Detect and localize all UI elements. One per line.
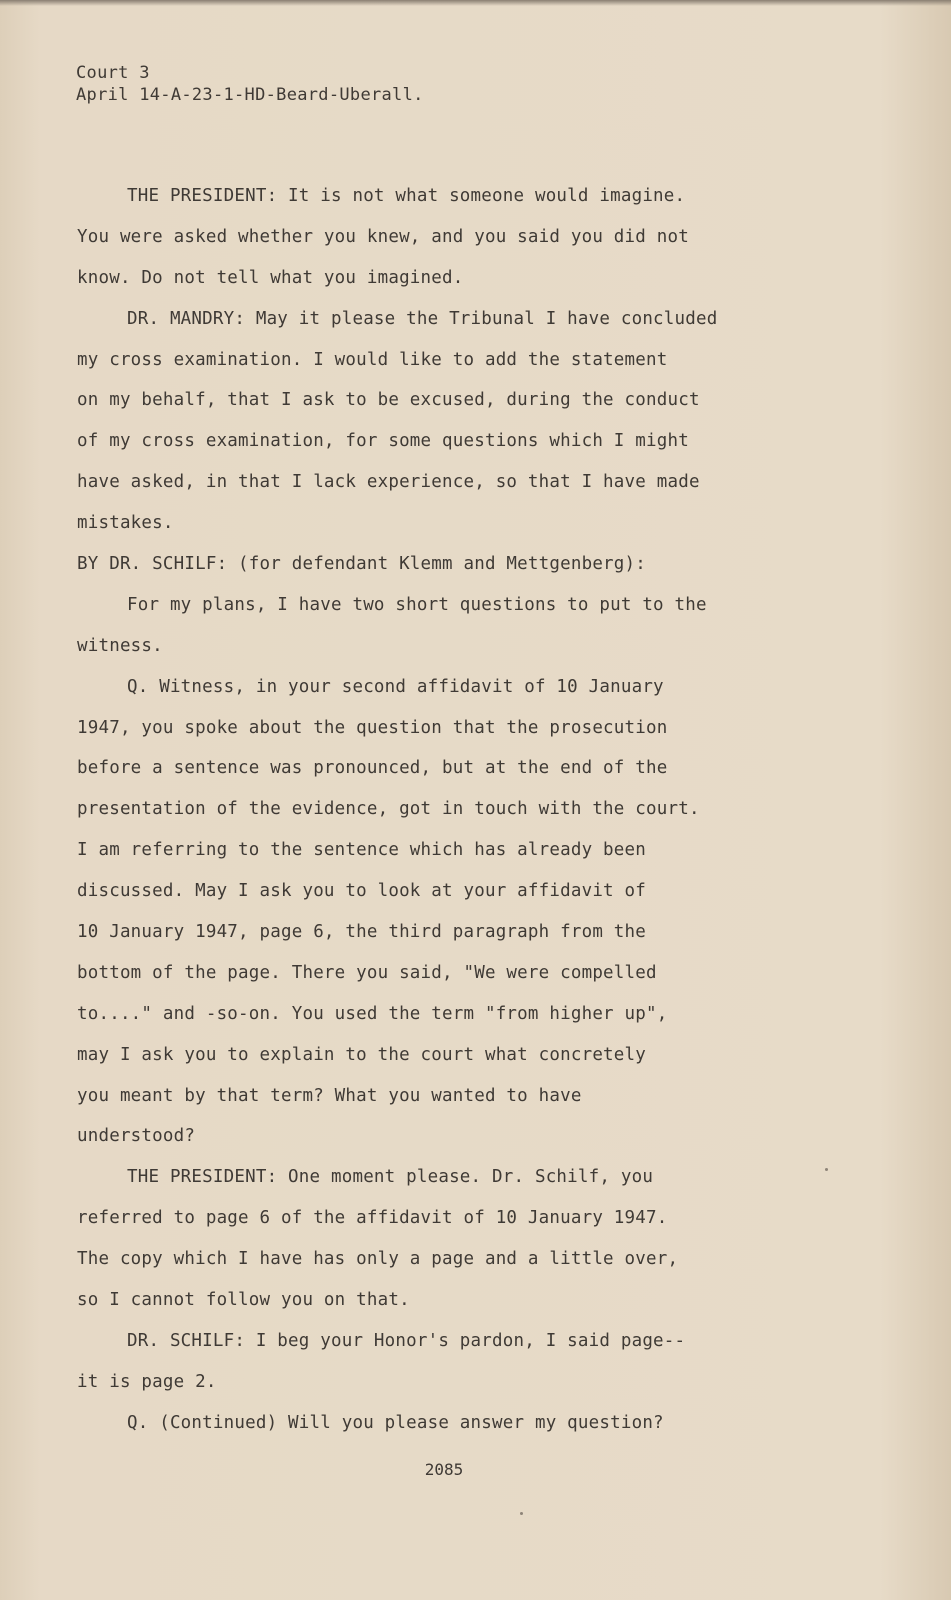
transcript-line: THE PRESIDENT: One moment please. Dr. Schilf, you [127,1167,654,1188]
transcript-line: so I cannot follow you on that. [77,1290,410,1311]
transcript-line: Q. Witness, in your second affidavit of 10 January [127,676,664,697]
page-top-edge [0,0,951,6]
transcript-line: of my cross examination, for some questions which I might [77,431,689,452]
transcript-line: understood? [77,1126,196,1147]
transcript-line: The copy which I have has only a page and a little over, [77,1249,679,1270]
transcript-line: mistakes. [77,513,174,534]
court-label: Court 3 [76,63,150,83]
transcript-line: you meant by that term? What you wanted to have [77,1085,582,1106]
transcript-line: discussed. May I ask you to look at your affidavit of [77,881,647,902]
transcript-line: know. Do not tell what you imagined. [77,267,464,288]
transcript-line: Q. (Continued) Will you please answer my question? [127,1412,664,1433]
transcript-body [77,176,877,1444]
transcript-line: DR. MANDRY: May it please the Tribunal I have concluded [127,308,718,329]
transcript-line: 1947, you spoke about the question that the prosecution [77,717,668,738]
transcript-line: I am referring to the sentence which has already been [77,840,647,861]
transcript-line: on my behalf, that I ask to be excused, during the conduct [77,390,700,411]
transcript-line: 10 January 1947, page 6, the third paragraph from the [77,922,647,943]
transcript-line: to...." and -so-on. You used the term "from higher up", [77,1003,668,1024]
transcript-line: it is page 2. [77,1371,217,1392]
transcript-line: For my plans, I have two short questions to put to the [127,594,707,615]
session-code: April 14-A-23-1-HD-Beard-Uberall. [76,85,424,105]
transcript-line: before a sentence was pronounced, but at the end of the [77,758,668,779]
transcript-line: referred to page 6 of the affidavit of 10 January 1947. [77,1208,668,1229]
transcript-line: witness. [77,635,163,656]
transcript-line: DR. SCHILF: I beg your Honor's pardon, I said page-- [127,1330,686,1351]
transcript-line: You were asked whether you knew, and you said you did not [77,226,689,247]
paper-speck [520,1512,523,1515]
transcript-line: bottom of the page. There you said, "We were compelled [77,962,657,983]
document-header [76,62,424,106]
transcript-line: BY DR. SCHILF: (for defendant Klemm and Mettgenberg): [77,554,647,575]
paper-speck [825,1168,828,1171]
transcript-line: may I ask you to explain to the court what concretely [77,1044,647,1065]
transcript-line: my cross examination. I would like to add the statement [77,349,668,370]
transcript-line: THE PRESIDENT: It is not what someone would imagine. [127,186,686,206]
transcript-line: presentation of the evidence, got in touch with the court. [77,799,700,820]
page-number: 2085 [424,1460,464,1479]
transcript-line: have asked, in that I lack experience, so that I have made [77,472,700,493]
